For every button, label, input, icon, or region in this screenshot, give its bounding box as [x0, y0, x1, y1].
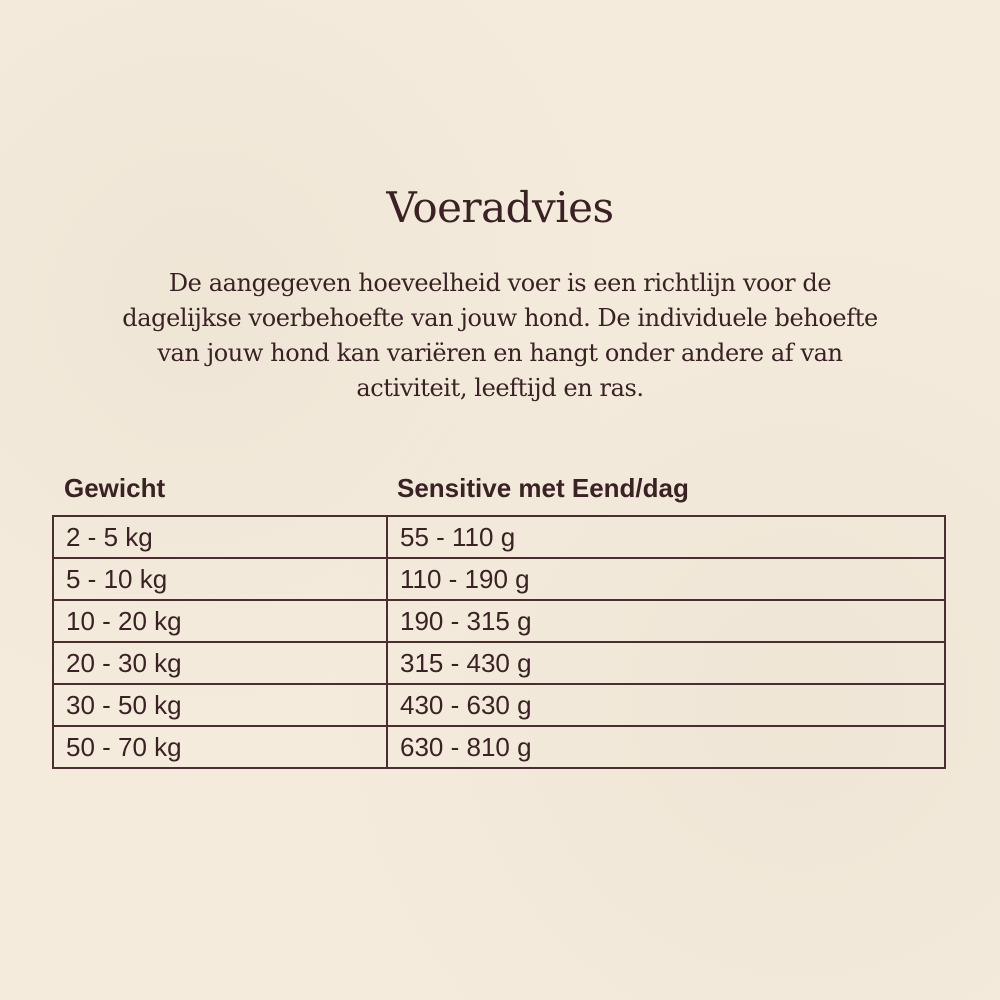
weight-cell: 30 - 50 kg: [53, 684, 387, 726]
intro-paragraph: [60, 266, 940, 406]
amount-cell: 190 - 315 g: [387, 600, 945, 642]
weight-cell: 10 - 20 kg: [53, 600, 387, 642]
weight-cell: 20 - 30 kg: [53, 642, 387, 684]
feeding-table: [52, 515, 946, 769]
weight-cell: 2 - 5 kg: [53, 516, 387, 558]
column-header-weight: Gewicht: [64, 473, 166, 503]
intro-line: activiteit, leeftijd en ras.: [356, 374, 644, 402]
table-row: [53, 726, 945, 768]
table-row: [53, 516, 945, 558]
weight-cell: 5 - 10 kg: [53, 558, 387, 600]
intro-line: van jouw hond kan variëren en hangt onder andere af van: [157, 339, 843, 367]
table-row: [53, 558, 945, 600]
table-row: [53, 642, 945, 684]
intro-line: De aangegeven hoeveelheid voer is een richtlijn voor de: [168, 269, 832, 297]
table-row: [53, 684, 945, 726]
table-row: [53, 600, 945, 642]
column-header-amount: Sensitive met Eend/dag: [397, 473, 689, 503]
amount-cell: 430 - 630 g: [387, 684, 945, 726]
amount-cell: 315 - 430 g: [387, 642, 945, 684]
intro-line: dagelijkse voerbehoefte van jouw hond. De individuele behoefte: [122, 304, 878, 332]
amount-cell: 110 - 190 g: [387, 558, 945, 600]
amount-cell: 630 - 810 g: [387, 726, 945, 768]
amount-cell: 55 - 110 g: [387, 516, 945, 558]
weight-cell: 50 - 70 kg: [53, 726, 387, 768]
page-title: Voeradvies: [386, 183, 614, 232]
